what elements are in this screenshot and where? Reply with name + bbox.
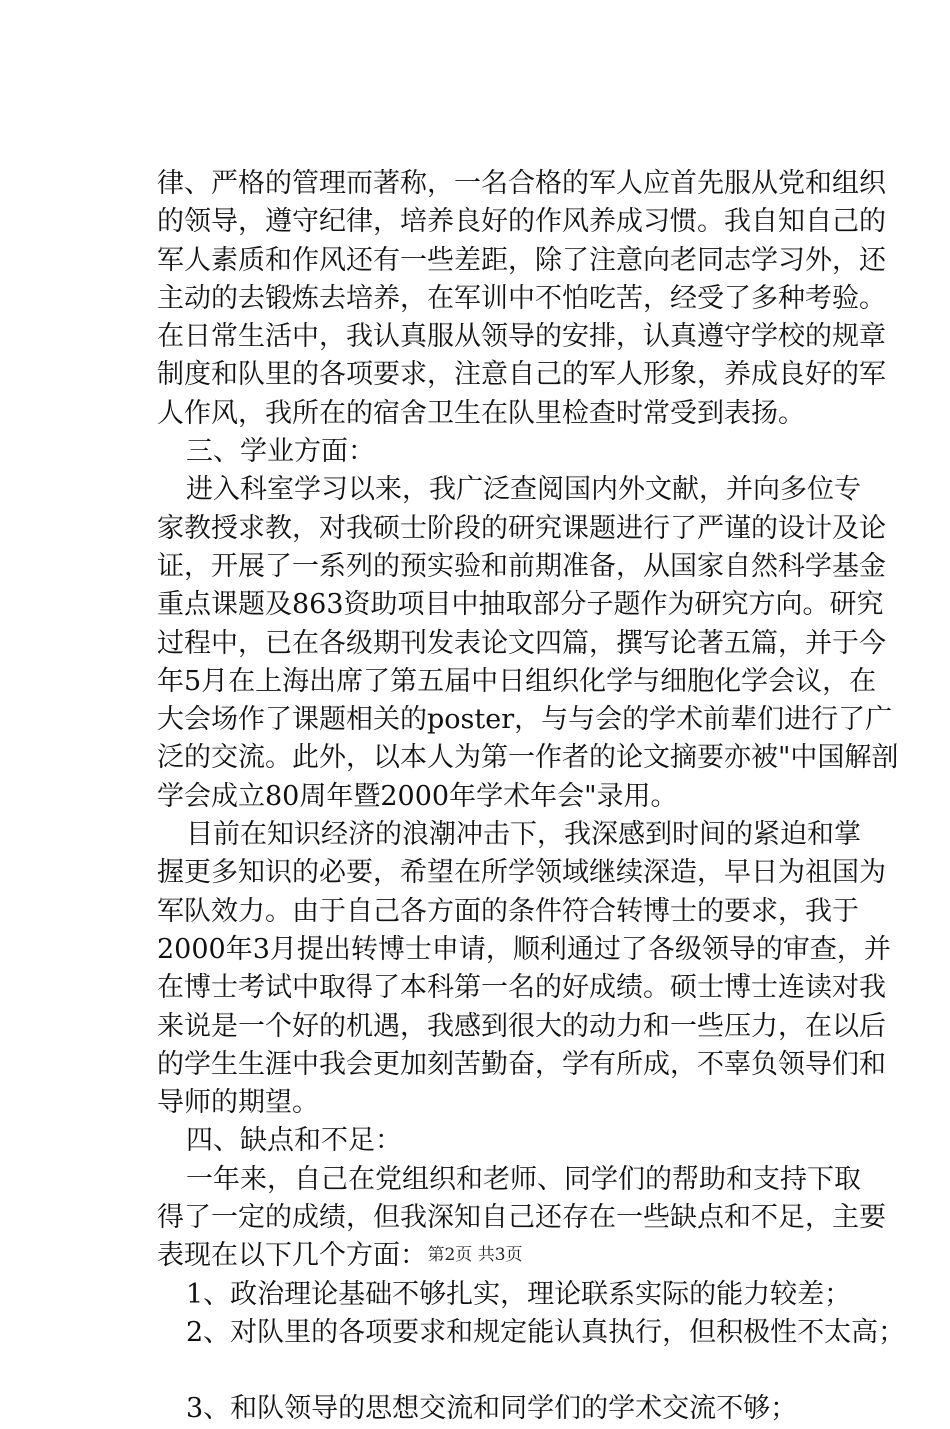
text-line: 泛的交流。此外，以本人为第一作者的论文摘要亦被"中国解剖 (157, 742, 899, 774)
text-line: 进入科室学习以来，我广泛查阅国内外文献，并向多位专 (186, 474, 861, 506)
text-line: 一年来，自己在党组织和老师、同学们的帮助和支持下取 (186, 1163, 861, 1195)
text-line: 主动的去锻炼去培养，在军训中不怕吃苦，经受了多种考验。 (157, 282, 886, 314)
text-line: 在博士考试中取得了本科第一名的好成绩。硕士博士连读对我 (157, 972, 886, 1004)
text-line: 的学生生涯中我会更加刻苦勤奋，学有所成，不辜负领导们和 (157, 1048, 886, 1080)
text-line: 制度和队里的各项要求，注意自己的军人形象，养成良好的军 (157, 359, 886, 391)
text-line: 年5月在上海出席了第五届中日组织化学与细胞化学会议，在 (157, 665, 877, 697)
text-line: 大会场作了课题相关的poster，与与会的学术前辈们进行了广 (157, 704, 893, 736)
text-line: 证，开展了一系列的预实验和前期准备，从国家自然科学基金 (157, 550, 886, 582)
blank-line (157, 1352, 807, 1390)
text-line: 人作风，我所在的宿舍卫生在队里检查时常受到表扬。 (157, 397, 805, 429)
text-line: 军队效力。由于自己各方面的条件符合转博士的要求，我于 (157, 895, 859, 927)
text-line: 3、和队领导的思想交流和同学们的学术交流不够； (186, 1393, 798, 1425)
document-body (157, 165, 906, 1429)
text-line: 得了一定的成绩，但我深知自己还存在一些缺点和不足，主要 (157, 1202, 886, 1234)
text-line: 学会成立80周年暨2000年学术年会"录用。 (157, 780, 678, 812)
text-line: 军人素质和作风还有一些差距，除了注意向老同志学习外，还 (157, 244, 886, 276)
text-line: 目前在知识经济的浪潮冲击下，我深感到时间的紧迫和掌 (186, 819, 861, 851)
text-line: 的领导，遵守纪律，培养良好的作风养成习惯。我自知自己的 (157, 206, 886, 238)
text-line: 三、学业方面： (186, 436, 375, 468)
text-line: 2000年3月提出转博士申请，顺利通过了各级领导的审查，并 (157, 933, 891, 965)
text-line: 律、严格的管理而著称，一名合格的军人应首先服从党和组织 (157, 168, 886, 199)
text-line: 来说是一个好的机遇，我感到很大的动力和一些压力，在以后 (157, 1010, 886, 1042)
text-line: 表现在以下几个方面： (157, 1240, 427, 1272)
text-line: 重点课题及863资助项目中抽取部分子题作为研究方向。研究 (157, 589, 884, 621)
text-line: 导师的期望。 (157, 1087, 319, 1119)
text-line: 1、政治理论基础不够扎实，理论联系实际的能力较差； (186, 1278, 852, 1310)
text-line: 握更多知识的必要，希望在所学领域继续深造，早日为祖国为 (157, 857, 886, 889)
text-line: 2、对队里的各项要求和规定能认真执行，但积极性不太高； (186, 1316, 906, 1348)
text-line: 家教授求教，对我硕士阶段的研究课题进行了严谨的设计及论 (157, 512, 886, 544)
text-line: 在日常生活中，我认真服从领导的安排，认真遵守学校的规章 (157, 321, 886, 353)
text-line: 四、缺点和不足： (186, 1125, 402, 1157)
text-line: 过程中，已在各级期刊发表论文四篇，撰写论著五篇，并于今 (157, 627, 886, 659)
page-footer: 第2页 共3页 (427, 1245, 523, 1265)
